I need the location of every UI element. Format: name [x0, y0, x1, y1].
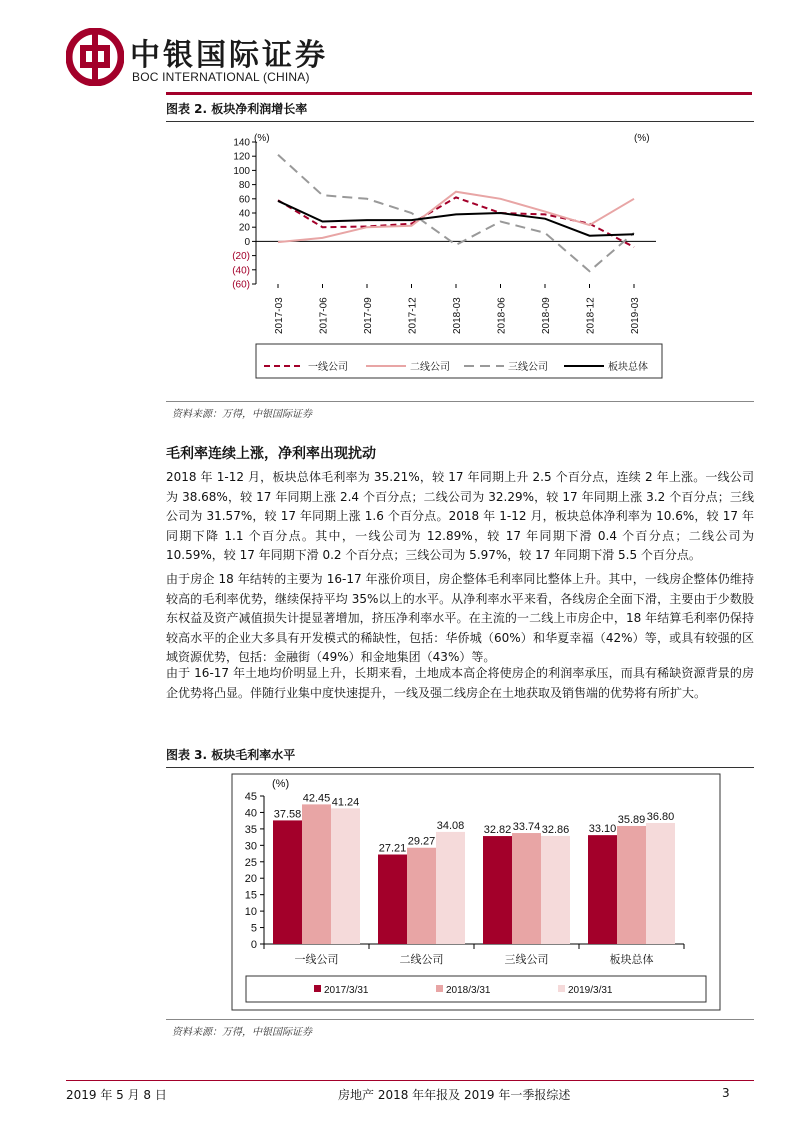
bar	[483, 836, 512, 944]
data-label: 36.80	[646, 810, 675, 823]
bar	[512, 833, 541, 944]
y-tick-label: 140	[233, 137, 250, 149]
y-tick-label: 0	[244, 236, 250, 248]
paragraph-2: 由于房企 18 年结转的主要为 16-17 年涨价项目，房企整体毛利率同比整体上升。其中，一线房企整体仍维持较高的毛利率优势，继续保持平均 35%以上的水平。从净利率水平来看，各线房企全面下滑，主要由于少数股东权益及资产减值损失计提显著增加，挤压净利率水平。在主流的一二线上市房企中，18 年结算毛利率仍保持较高水平的企业大多具有开发模式的稀缺性，包括：华侨城（60%）和华夏幸福（42%）等，或具有较强的区域资源优势，包括：金融街（49%）和金地集团（43%）等。	[166, 572, 754, 664]
legend-label: 2018/3/31	[446, 985, 491, 996]
y-tick-label: (20)	[232, 251, 250, 263]
paragraph-1: 2018 年 1-12 月，板块总体毛利率为 35.21%，较 17 年同期上升 2.5 个百分点，连续 2 年上涨。一线公司为 38.68%，较 17 年同期上涨 2.4 个百分点；二线公司为 32.29%，较 17 年同期上涨 3.2 个百分点；三线公司为 31.57%，较 17 年同期上涨 1.6 个百分点。2018 年 1-12 月，板块总体净利率为 10.6%，较 17 年同期下降 1.1 个百分点。其中，一线公司为 12.89%，较 17 年同期下滑 0.4 个百分点；二线公司为 10.59%，较 17 年同期下滑 0.2 个百分点；三线公司为 5.97%，较 17 年同期下滑 5.5 个百分点。	[166, 470, 754, 562]
gross-margin-chart	[166, 770, 754, 1018]
figure3-title: 图表 3. 板块毛利率水平	[166, 748, 296, 762]
data-label: 37.58	[273, 808, 302, 821]
bar	[646, 823, 675, 944]
y-tick-label: 10	[244, 906, 257, 919]
x-tick-label: 2018-06	[496, 297, 508, 334]
y-tick-label: 25	[244, 856, 257, 869]
legend-label: 板块总体	[608, 362, 648, 373]
brand-name-en: BOC INTERNATIONAL (CHINA)	[132, 70, 310, 84]
page-header	[66, 28, 754, 92]
x-tick-label: 一线公司	[294, 953, 339, 966]
x-tick-label: 2017-03	[274, 297, 285, 334]
x-tick-label: 2017-09	[363, 297, 374, 334]
net-profit-growth-chart	[166, 124, 754, 400]
bar	[273, 820, 302, 944]
data-label: 42.45	[302, 792, 331, 805]
legend-label: 三线公司	[508, 362, 548, 373]
legend-label: 2019/3/31	[568, 985, 613, 996]
footer-page-number: 3	[722, 1086, 730, 1100]
bar	[407, 848, 436, 944]
bar	[617, 826, 646, 944]
y-tick-label: 20	[244, 873, 257, 886]
x-tick-label: 三线公司	[504, 953, 549, 966]
x-tick-label: 板块总体	[609, 953, 654, 966]
y-tick-label: 30	[244, 840, 257, 853]
x-tick-label: 2019-03	[630, 297, 641, 334]
figure3-bottom-rule	[166, 1019, 754, 1020]
y-tick-label: 20	[238, 222, 250, 234]
y-tick-label: (60)	[232, 279, 250, 291]
series-line	[278, 192, 634, 242]
data-label: 32.82	[483, 824, 512, 837]
y-tick-label: 15	[244, 889, 257, 902]
y-tick-label: 40	[244, 807, 257, 820]
bar	[436, 832, 465, 944]
data-label: 34.08	[436, 819, 465, 832]
series-line	[278, 155, 634, 271]
x-tick-label: 2018-03	[452, 297, 463, 334]
figure2-source: 资料来源：万得，中银国际证券	[172, 409, 312, 420]
y-tick-label: 120	[233, 151, 250, 163]
series-line	[278, 201, 634, 236]
y-tick-label: (40)	[232, 265, 250, 277]
y-tick-label: 45	[244, 791, 257, 803]
figure2-title: 图表 2. 板块净利润增长率	[166, 102, 308, 116]
y-tick-label: 100	[233, 165, 250, 177]
legend-swatch	[558, 985, 565, 992]
data-label: 27.21	[378, 842, 407, 855]
section-heading: 毛利率连续上涨，净利率出现扰动	[166, 446, 376, 462]
legend-swatch	[436, 985, 443, 992]
left-y-unit: (%)	[254, 133, 270, 144]
legend-swatch	[314, 985, 321, 992]
y-tick-label: 40	[238, 208, 250, 220]
data-label: 33.10	[588, 823, 617, 836]
y-tick-label: 35	[244, 823, 257, 836]
x-tick-label: 二线公司	[399, 953, 444, 966]
y-tick-label: 0	[250, 939, 257, 951]
bar	[588, 835, 617, 944]
bar	[378, 855, 407, 944]
header-rule	[166, 92, 752, 95]
footer-rule	[66, 1080, 754, 1081]
footer-doc-title: 房地产 2018 年年报及 2019 年一季报综述	[338, 1088, 571, 1102]
bar	[331, 808, 360, 944]
boc-logo-icon	[66, 28, 124, 86]
figure3-top-rule	[166, 767, 754, 768]
figure2-top-rule	[166, 121, 754, 122]
y-unit: (%)	[272, 778, 290, 790]
data-label: 41.24	[331, 796, 360, 809]
data-label: 32.86	[541, 823, 570, 836]
legend-label: 二线公司	[410, 362, 450, 373]
x-tick-label: 2017-12	[407, 297, 419, 334]
y-tick-label: 5	[250, 922, 257, 935]
bar	[541, 836, 570, 944]
brand-name-cn: 中银国际证券	[130, 38, 328, 73]
legend-label: 2017/3/31	[324, 985, 369, 996]
x-tick-label: 2018-12	[585, 297, 597, 334]
data-label: 33.74	[512, 821, 541, 834]
paragraph-3: 由于 16-17 年土地均价明显上升，长期来看，土地成本高企将使房企的利润率承压，而具有稀缺资源背景的房企优势将凸显。伴随行业集中度快速提升，一线及强二线房企在土地获取及销售端的优势将有所扩大。	[166, 666, 754, 700]
data-label: 35.89	[617, 813, 646, 826]
legend-label: 一线公司	[308, 362, 348, 373]
y-tick-label: 80	[238, 180, 250, 192]
data-label: 29.27	[407, 835, 436, 848]
y-tick-label: 60	[238, 194, 250, 206]
figure3-source: 资料来源：万得，中银国际证券	[172, 1027, 312, 1038]
footer-date: 2019 年 5 月 8 日	[66, 1088, 167, 1102]
x-tick-label: 2018-09	[541, 297, 552, 334]
figure2-bottom-rule	[166, 401, 754, 402]
right-y-unit: (%)	[634, 133, 650, 144]
x-tick-label: 2017-06	[318, 297, 330, 334]
bar	[302, 804, 331, 944]
